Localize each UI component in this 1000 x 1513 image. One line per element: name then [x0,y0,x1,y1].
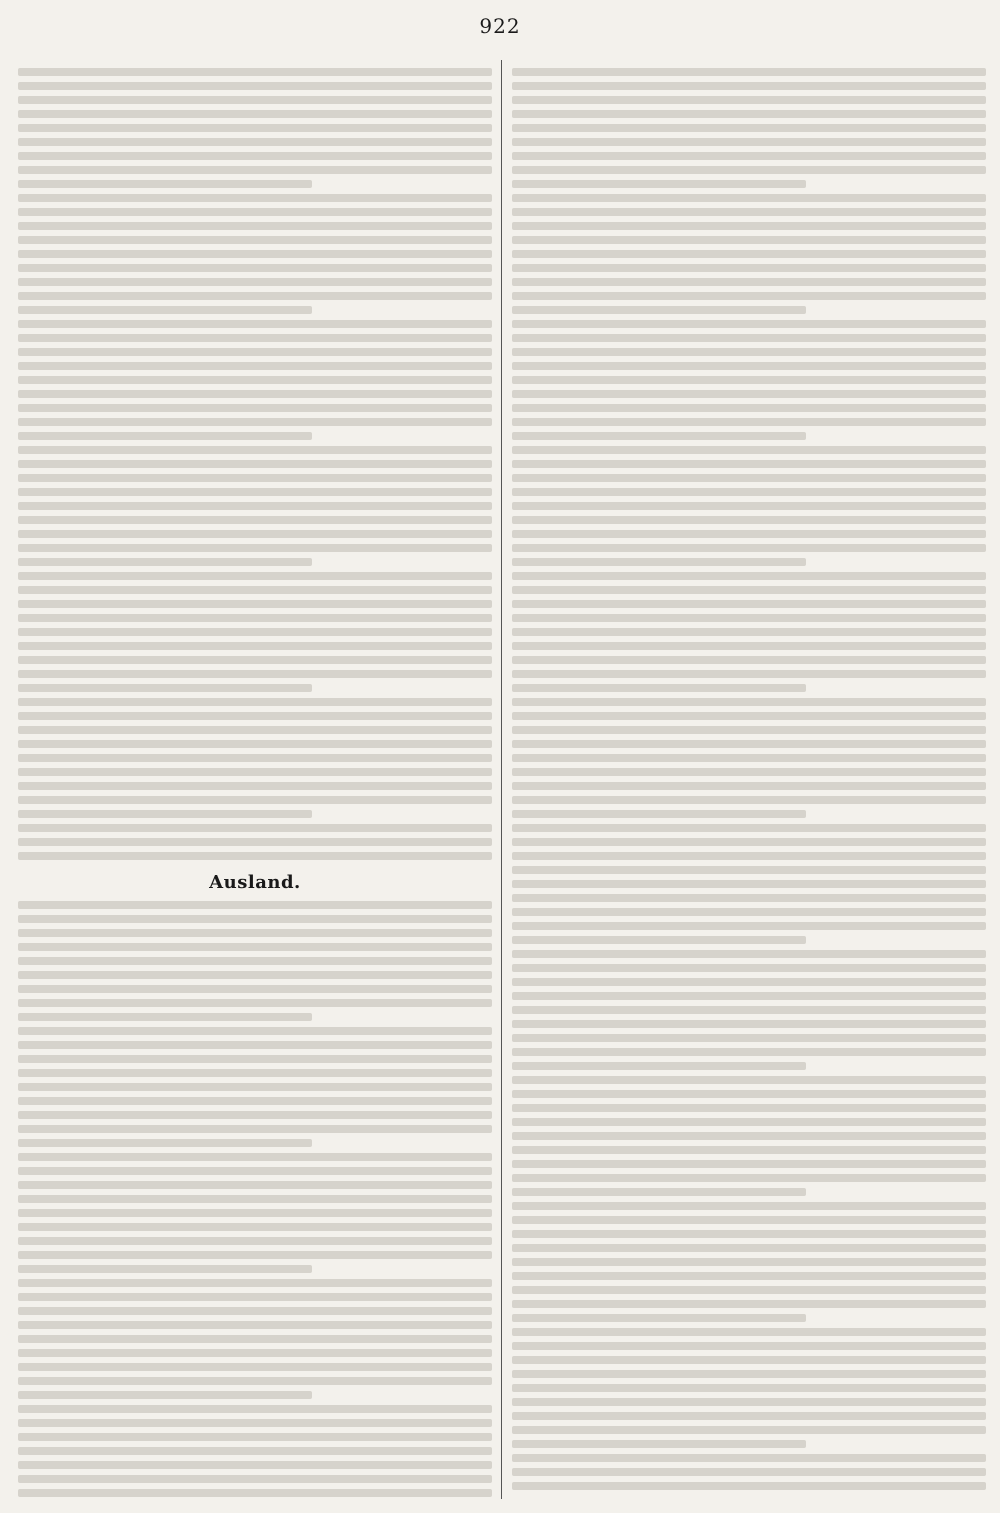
unread-text-line [18,166,492,174]
unread-text-line [512,964,986,972]
unread-text-line [512,1426,986,1434]
unread-text-line [512,698,986,706]
unread-text-line [512,180,806,188]
unread-text-line [18,1391,312,1399]
unread-text-line [18,138,492,146]
unread-text-line [512,1132,986,1140]
unread-text-line [512,600,986,608]
unread-text-line [18,530,492,538]
unread-text-line [18,1489,492,1497]
unread-text-line [18,1195,492,1203]
unread-text-line [512,1412,986,1420]
unread-text-line [18,1153,492,1161]
unread-text-line [18,460,492,468]
unread-text-line [18,502,492,510]
unread-text-line [18,999,492,1007]
unread-text-line [18,1447,492,1455]
unread-text-line [18,1279,492,1287]
unread-text-line [18,838,492,846]
unread-text-line [512,292,986,300]
unread-text-line [18,684,312,692]
unread-text-line [18,586,492,594]
unread-text-line [18,1223,492,1231]
left-column-body-top [18,68,492,860]
unread-text-line [18,957,492,965]
unread-text-line [18,1181,492,1189]
unread-text-line [18,68,492,76]
unread-text-line [512,334,986,342]
unread-text-line [512,376,986,384]
unread-text-line [512,460,986,468]
unread-text-line [512,1160,986,1168]
unread-text-line [18,222,492,230]
unread-text-line [18,642,492,650]
unread-text-line [18,901,492,909]
unread-text-line [18,544,492,552]
unread-text-line [512,1272,986,1280]
unread-text-line [18,1363,492,1371]
unread-text-line [18,971,492,979]
unread-text-line [18,516,492,524]
unread-text-line [512,502,986,510]
unread-text-line [18,236,492,244]
unread-text-line [18,362,492,370]
unread-text-line [512,572,986,580]
unread-text-line [18,1083,492,1091]
unread-text-line [18,1405,492,1413]
unread-text-line [18,985,492,993]
unread-text-line [18,810,312,818]
unread-text-line [18,1265,312,1273]
unread-text-line [18,474,492,482]
unread-text-line [512,1328,986,1336]
unread-text-line [512,880,986,888]
unread-text-line [512,1216,986,1224]
unread-text-line [18,670,492,678]
unread-text-line [18,796,492,804]
unread-text-line [512,390,986,398]
unread-text-line [512,1244,986,1252]
unread-text-line [18,782,492,790]
unread-text-line [18,852,492,860]
unread-text-line [512,208,986,216]
unread-text-line [18,1027,492,1035]
unread-text-line [512,852,986,860]
unread-text-line [512,418,986,426]
unread-text-line [512,1384,986,1392]
unread-text-line [18,1013,312,1021]
unread-text-line [512,1006,986,1014]
unread-text-line [512,320,986,328]
unread-text-line [18,943,492,951]
unread-text-line [512,278,986,286]
unread-text-line [512,824,986,832]
unread-text-line [18,1237,492,1245]
unread-text-line [512,1104,986,1112]
unread-text-line [512,1454,986,1462]
unread-text-line [512,1034,986,1042]
unread-text-line [512,1090,986,1098]
unread-text-line [512,1468,986,1476]
unread-text-line [18,488,492,496]
unread-text-line [512,82,986,90]
unread-text-line [512,432,806,440]
unread-text-line [18,1419,492,1427]
ausland-heading: Ausland. [209,872,301,893]
unread-text-line [18,404,492,412]
unread-text-line [18,334,492,342]
unread-text-line [18,1461,492,1469]
unread-text-line [512,1440,806,1448]
unread-text-line [18,208,492,216]
unread-text-line [18,726,492,734]
unread-text-line [512,894,986,902]
unread-text-line [512,1020,986,1028]
unread-text-line [512,978,986,986]
unread-text-line [18,1139,312,1147]
unread-text-line [512,782,986,790]
left-column-body-bottom [18,901,492,1499]
unread-text-line [512,530,986,538]
unread-text-line [18,418,492,426]
unread-text-line [18,1069,492,1077]
left-column [18,62,492,1499]
unread-text-line [512,712,986,720]
unread-text-line [512,992,986,1000]
unread-text-line [512,726,986,734]
unread-text-line [512,1118,986,1126]
unread-text-line [512,166,986,174]
unread-text-line [18,1111,492,1119]
unread-text-line [512,474,986,482]
unread-text-line [18,278,492,286]
unread-text-line [512,810,806,818]
unread-text-line [512,1076,986,1084]
unread-text-line [18,446,492,454]
unread-text-line [18,1055,492,1063]
unread-text-line [512,264,986,272]
unread-text-line [18,1041,492,1049]
unread-text-line [512,488,986,496]
unread-text-line [18,1335,492,1343]
unread-text-line [18,264,492,272]
unread-text-line [512,1398,986,1406]
unread-text-line [512,950,986,958]
unread-text-line [512,740,986,748]
unread-text-line [18,929,492,937]
unread-text-line [512,236,986,244]
unread-text-line [512,1314,806,1322]
unread-text-line [512,1286,986,1294]
unread-text-line [18,320,492,328]
unread-text-line [18,1321,492,1329]
unread-text-line [512,194,986,202]
unread-text-line [18,558,312,566]
unread-text-line [18,1433,492,1441]
unread-text-line [18,824,492,832]
unread-text-line [512,684,806,692]
unread-text-line [18,1167,492,1175]
unread-text-line [512,908,986,916]
unread-text-line [18,432,312,440]
unread-text-line [18,572,492,580]
unread-text-line [512,96,986,104]
unread-text-line [512,754,986,762]
unread-text-line [18,1349,492,1357]
unread-text-line [18,915,492,923]
unread-text-line [512,1258,986,1266]
column-divider [501,60,502,1499]
right-column [512,62,986,1499]
unread-text-line [512,1482,986,1490]
unread-text-line [512,1048,986,1056]
unread-text-line [512,124,986,132]
unread-text-line [512,1300,986,1308]
unread-text-line [512,768,986,776]
unread-text-line [512,222,986,230]
unread-text-line [18,1377,492,1385]
unread-text-line [512,642,986,650]
unread-text-line [18,82,492,90]
unread-text-line [512,656,986,664]
unread-text-line [512,110,986,118]
unread-text-line [512,628,986,636]
unread-text-line [512,936,806,944]
unread-text-line [512,250,986,258]
unread-text-line [512,586,986,594]
unread-text-line [18,348,492,356]
unread-text-line [18,754,492,762]
unread-text-line [18,614,492,622]
unread-text-line [512,1202,986,1210]
unread-text-line [512,1230,986,1238]
unread-text-line [512,152,986,160]
unread-text-line [18,194,492,202]
unread-text-line [18,1251,492,1259]
unread-text-line [512,922,986,930]
unread-text-line [18,376,492,384]
unread-text-line [512,1174,986,1182]
unread-text-line [18,124,492,132]
unread-text-line [512,404,986,412]
unread-text-line [512,558,806,566]
unread-text-line [512,838,986,846]
unread-text-line [18,698,492,706]
unread-text-line [512,1370,986,1378]
unread-text-line [18,110,492,118]
unread-text-line [512,544,986,552]
unread-text-line [18,152,492,160]
unread-text-line [18,740,492,748]
unread-text-line [512,1146,986,1154]
unread-text-line [18,600,492,608]
unread-text-line [512,614,986,622]
unread-text-line [512,362,986,370]
unread-text-line [18,1307,492,1315]
unread-text-line [512,670,986,678]
unread-text-line [18,390,492,398]
unread-text-line [18,628,492,636]
unread-text-line [512,1356,986,1364]
unread-text-line [18,1209,492,1217]
unread-text-line [512,306,806,314]
unread-text-line [18,1475,492,1483]
unread-text-line [18,292,492,300]
unread-text-line [18,96,492,104]
unread-text-line [18,712,492,720]
unread-text-line [18,656,492,664]
unread-text-line [512,796,986,804]
unread-text-line [512,866,986,874]
unread-text-line [512,138,986,146]
unread-text-line [18,1293,492,1301]
unread-text-line [18,306,312,314]
right-column-body [512,68,986,1490]
unread-text-line [512,348,986,356]
unread-text-line [512,446,986,454]
unread-text-line [18,1125,492,1133]
unread-text-line [512,516,986,524]
unread-text-line [18,768,492,776]
unread-text-line [512,1188,806,1196]
unread-text-line [512,68,986,76]
unread-text-line [18,250,492,258]
unread-text-line [18,180,312,188]
page-number: 922 [479,14,521,38]
unread-text-line [512,1342,986,1350]
unread-text-line [18,1097,492,1105]
unread-text-line [512,1062,806,1070]
